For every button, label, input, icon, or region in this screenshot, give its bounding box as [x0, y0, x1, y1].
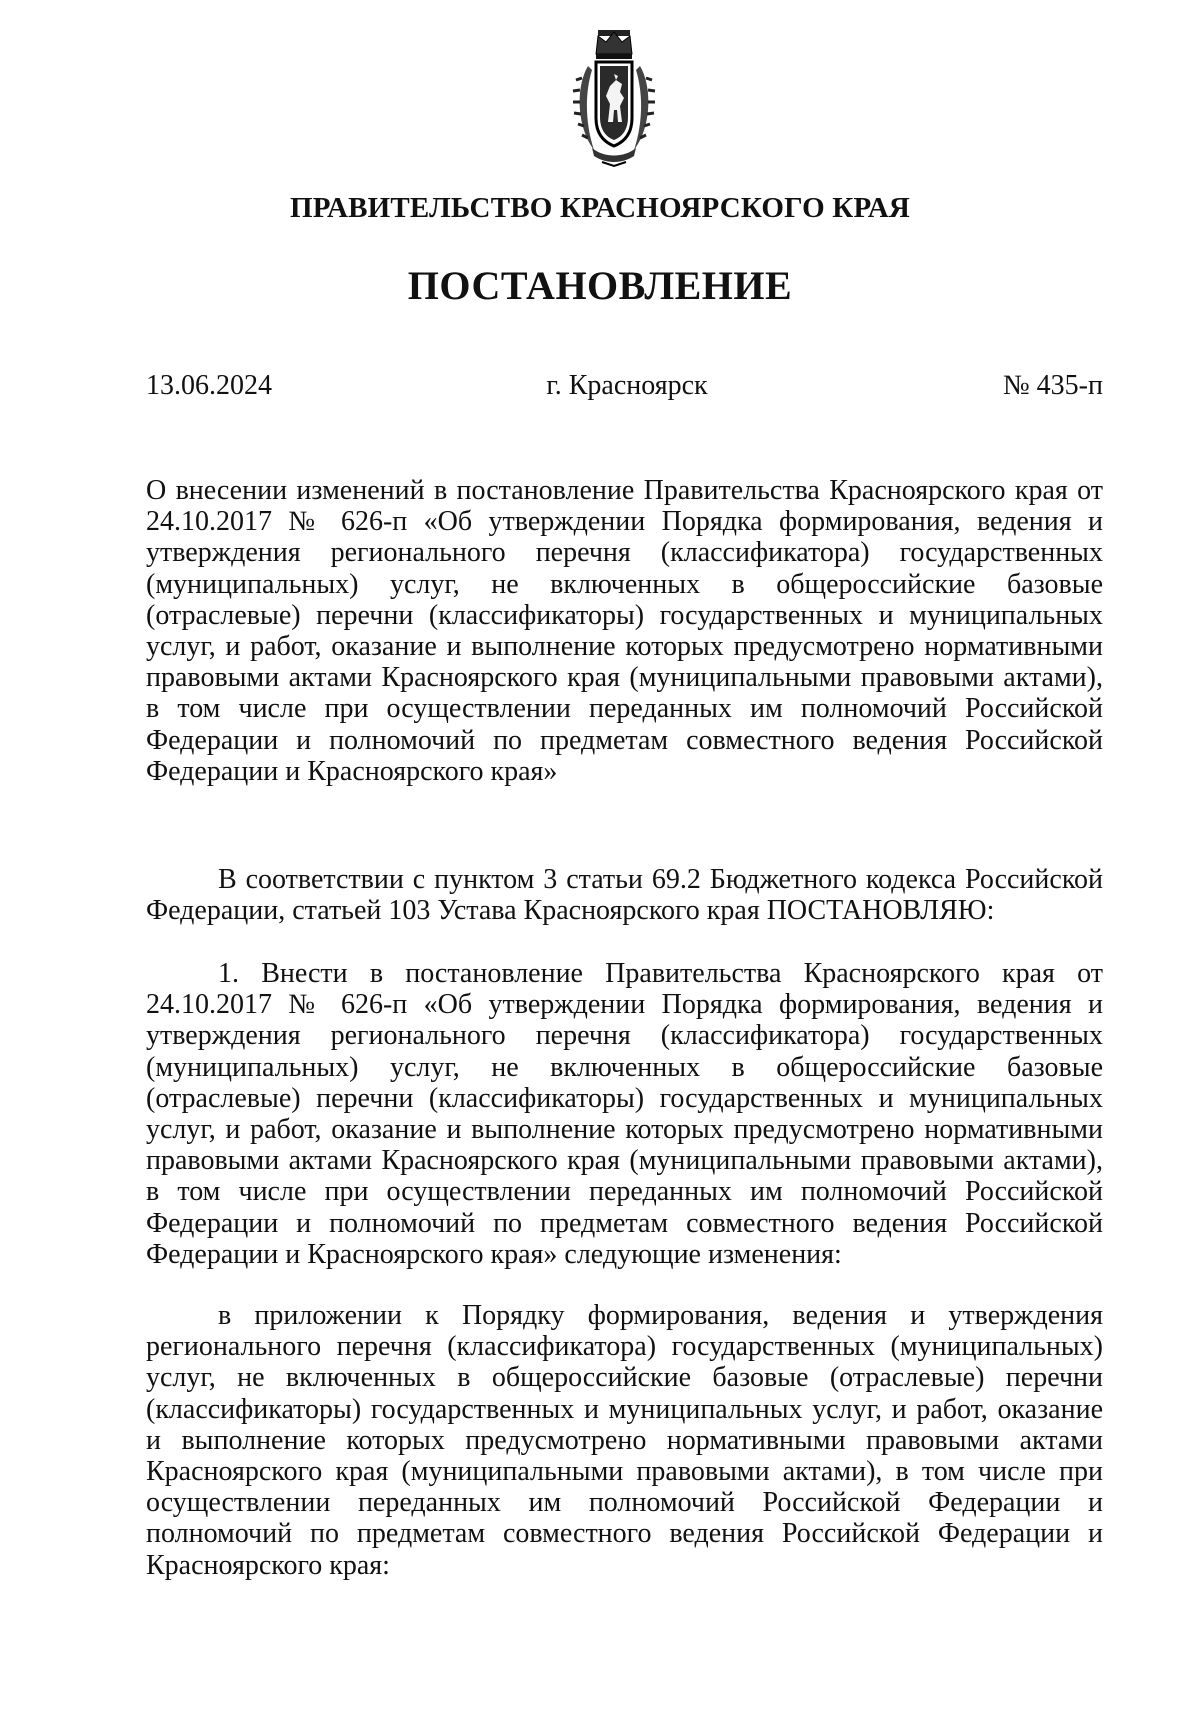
- body-paragraph-basis: В соответствии с пунктом 3 статьи 69.2 Бюджетного кодекса Российской Федерации, статьей 103 Устава Красноярского края ПОСТАНОВЛЯЮ:: [146, 864, 1103, 927]
- body-paragraph-appendix: в приложении к Порядку формирования, ведения и утверждения регионального перечня (классификатора) государственных (муниципальных) услуг, не включенных в общероссийские базовые (отраслевые) перечни (классификаторы) государственных и муниципальных услуг, и работ, оказание и выполнение которых предусмотрено нормативными правовыми актами Красноярского края (муниципальными правовыми актами), в том числе при осуществлении переданных им полномочий Российской Федерации и полномочий по предметам совместного ведения Российской Федерации и Красноярского края:: [146, 1300, 1103, 1581]
- body-paragraph-item-1: 1. Внести в постановление Правительства Красноярского края от 24.10.2017 № 626-п «Об утверждении Порядка формирования, ведения и утверждения регионального перечня (классификатора) государственных (муниципальных) услуг, не включенных в общероссийские базовые (отраслевые) перечни (классификаторы) государственных и муниципальных услуг, и работ, оказание и выполнение которых предусмотрено нормативными правовыми актами Красноярского края (муниципальными правовыми актами), в том числе при осуществлении переданных им полномочий Российской Федерации и полномочий по предметам совместного ведения Российской Федерации и Красноярского края» следующие изменения:: [146, 958, 1103, 1270]
- government-name: ПРАВИТЕЛЬСТВО КРАСНОЯРСКОГО КРАЯ: [289, 192, 911, 224]
- document-number: № 435-п: [1002, 370, 1103, 401]
- document-city: г. Красноярск: [546, 370, 708, 401]
- document-type: ПОСТАНОВЛЕНИЕ: [407, 263, 793, 308]
- document-date: 13.06.2024: [146, 370, 272, 401]
- coat-of-arms-icon: [572, 26, 656, 168]
- document-title: О внесении изменений в постановление Правительства Красноярского края от 24.10.2017 № 626-п «Об утверждении Порядка формирования, ведения и утверждения регионального перечня (классификатора) государственных (муниципальных) услуг, не включенных в общероссийские базовые (отраслевые) перечни (классификаторы) государственных и муниципальных услуг, и работ, оказание и выполнение которых предусмотрено нормативными правовыми актами Красноярского края (муниципальными правовыми актами), в том числе при осуществлении переданных им полномочий Российской Федерации и полномочий по предметам совместного ведения Российской Федерации и Красноярского края»: [146, 475, 1103, 787]
